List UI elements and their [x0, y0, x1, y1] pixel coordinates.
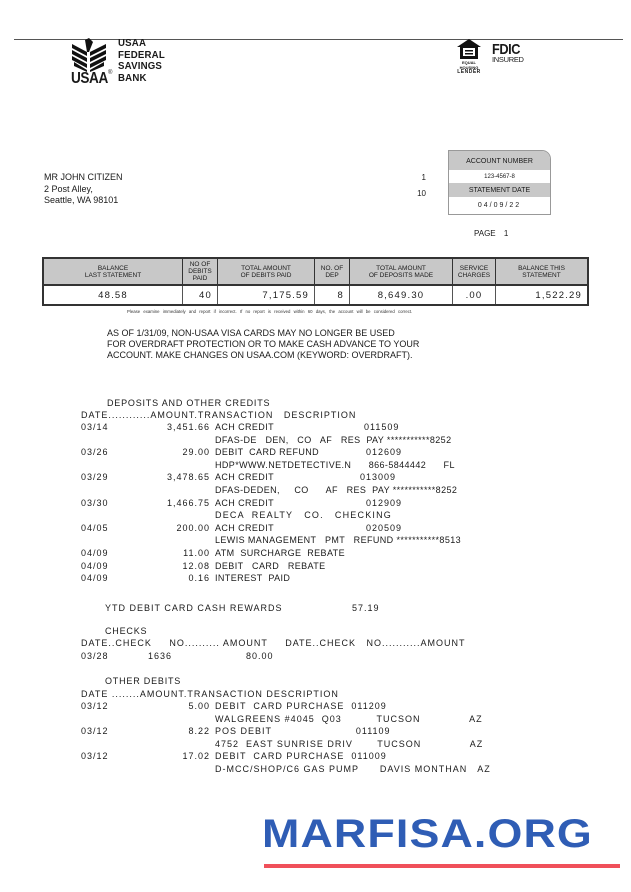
page-indicator	[474, 229, 508, 238]
customer-address-line2: Seattle, WA 98101	[44, 195, 119, 205]
meta-code: 1	[421, 173, 426, 182]
deposit-row: 04/09 12.08 DEBIT CARD REBATE	[81, 560, 326, 571]
watermark-text: MARFISA.ORG	[262, 812, 593, 856]
col-balance-last: BALANCE LAST STATEMENT	[43, 258, 183, 285]
debit-row: WALGREENS #4045 Q03 TUCSON AZ	[215, 713, 483, 724]
no-of-debits: 40	[183, 285, 218, 305]
deposit-row: 03/26 29.00 DEBIT CARD REFUND 012609	[81, 447, 403, 458]
total-debits: 7,175.59	[218, 285, 315, 305]
check-row-number: 1636	[148, 651, 173, 661]
col-total-deposits: TOTAL AMOUNT OF DEPOSITS MADE	[350, 258, 453, 285]
message-line: FOR OVERDRAFT PROTECTION OR TO MAKE CASH ADVANCE TO YOUR	[107, 339, 420, 349]
deposits-header: DATE............AMOUNT.TRANSACTION DESCRIPTION	[81, 410, 357, 420]
col-total-debits: TOTAL AMOUNT OF DEBITS PAID	[218, 258, 315, 285]
balance-this-statement: 1,522.29	[535, 289, 582, 301]
ehl-line: LENDER	[457, 69, 481, 75]
account-info-box	[448, 150, 551, 215]
other-debits-title: OTHER DEBITS	[105, 676, 182, 686]
col-balance-this: BALANCE THIS STATEMENT	[496, 258, 589, 285]
customer-name: MR JOHN CITIZEN	[44, 172, 123, 182]
equal-housing-house-icon	[456, 38, 482, 60]
deposit-row: 04/09 11.00 ATM SURCHARGE REBATE	[81, 548, 345, 558]
summary-values-row	[43, 285, 588, 305]
statement-date: 04/09/22	[449, 197, 550, 214]
check-row-amount: 80.00	[246, 651, 274, 661]
examine-notice: Please examine immediately and report if incorrect. If no report is received within 60 days, the account will be considered correct.	[127, 309, 413, 314]
bank-name-line: USAA	[118, 37, 147, 49]
debit-row: 03/12 17.02 DEBIT CARD PURCHASE 011009	[81, 751, 387, 762]
account-number-label: ACCOUNT NUMBER	[449, 151, 550, 170]
debit-row: 4752 EAST SUNRISE DRIV TUCSON AZ	[215, 738, 484, 749]
deposit-row: 03/29 3,478.65 ACH CREDIT 013009	[81, 472, 397, 483]
deposit-row: 04/05 200.00 ACH CREDIT 020509	[81, 522, 403, 533]
col-no-dep: NO. OF DEP	[315, 258, 350, 285]
checks-title: CHECKS	[105, 626, 148, 636]
deposit-row: HDP*WWW.NETDETECTIVE.N 866-5844442 FL	[215, 459, 455, 470]
equal-housing-lender-label	[455, 61, 483, 75]
page-number: 1	[503, 229, 509, 238]
col-no-debits: NO OF DEBITS PAID	[183, 258, 218, 285]
overdraft-message	[107, 328, 419, 361]
debit-row: D-MCC/SHOP/C6 GAS PUMP DAVIS MONTHAN AZ	[215, 764, 491, 774]
total-deposits: 8,649.30	[350, 285, 453, 305]
fdic-insured-label: INSURED	[492, 55, 524, 64]
customer-address-line1: 2 Post Alley,	[44, 183, 93, 194]
ytd-rewards-label: YTD DEBIT CARD CASH REWARDS	[105, 603, 283, 613]
usaa-eagle-logo-icon	[70, 38, 110, 72]
deposits-title: DEPOSITS AND OTHER CREDITS	[107, 398, 271, 408]
col-service-charges: SERVICE CHARGES	[453, 258, 496, 285]
balance-last-statement: 48.58	[43, 285, 183, 305]
other-debits-list	[0, 700, 631, 788]
summary-table	[42, 257, 589, 306]
deposit-row: DFAS-DEDEN, CO AF RES PAY ***********8252	[215, 485, 458, 495]
fdic-logo: FDIC	[492, 41, 521, 58]
deposit-row: 03/14 3,451.66 ACH CREDIT 011509	[81, 422, 400, 432]
customer-address	[44, 172, 123, 207]
ehl-line: EQUAL HOUSING	[459, 60, 479, 70]
other-debits-header: DATE ........AMOUNT.TRANSACTION DESCRIPTION	[81, 689, 339, 699]
registered-mark: ®	[108, 70, 113, 76]
usaa-logo-word: USAA	[71, 70, 108, 87]
statement-date-label: STATEMENT DATE	[449, 183, 550, 197]
watermark-underline	[264, 864, 620, 868]
account-number: 123-4567-8	[449, 170, 550, 183]
deposit-row: 04/09 0.16 INTEREST PAID	[81, 573, 291, 584]
deposit-row: 03/30 1,466.75 ACH CREDIT 012909	[81, 497, 403, 508]
check-row-date: 03/28	[81, 651, 109, 661]
ytd-rewards-value: 57.19	[352, 603, 380, 613]
checks-header: DATE..CHECK NO.......... AMOUNT DATE..CHECK NO...........AMOUNT	[81, 638, 466, 648]
debit-row: 03/12 8.22 POS DEBIT 011109	[81, 726, 391, 737]
service-charges: .00	[453, 285, 496, 305]
message-line: AS OF 1/31/09, NON-USAA VISA CARDS MAY NO LONGER BE USED	[107, 328, 395, 338]
deposit-row: LEWIS MANAGEMENT PMT REFUND ***********8513	[215, 535, 462, 546]
meta-code: 10	[417, 189, 426, 198]
message-line: ACCOUNT. MAKE CHANGES ON USAA.COM (KEYWORD: OVERDRAFT).	[107, 350, 413, 360]
page-label: PAGE	[474, 229, 496, 238]
deposits-list	[0, 421, 631, 597]
debit-row: 03/12 5.00 DEBIT CARD PURCHASE 011209	[81, 701, 387, 711]
bank-name-line: FEDERAL	[118, 48, 165, 61]
deposit-row: DFAS-DE DEN, CO AF RES PAY ***********8252	[215, 434, 452, 445]
deposit-row: DECA REALTY CO. CHECKING	[215, 510, 392, 521]
no-of-deposits: 8	[315, 285, 350, 305]
summary-header-row	[43, 258, 588, 285]
bank-name-line: SAVINGS	[118, 60, 163, 72]
bank-name-line: BANK	[118, 71, 147, 84]
bank-name	[118, 38, 165, 84]
